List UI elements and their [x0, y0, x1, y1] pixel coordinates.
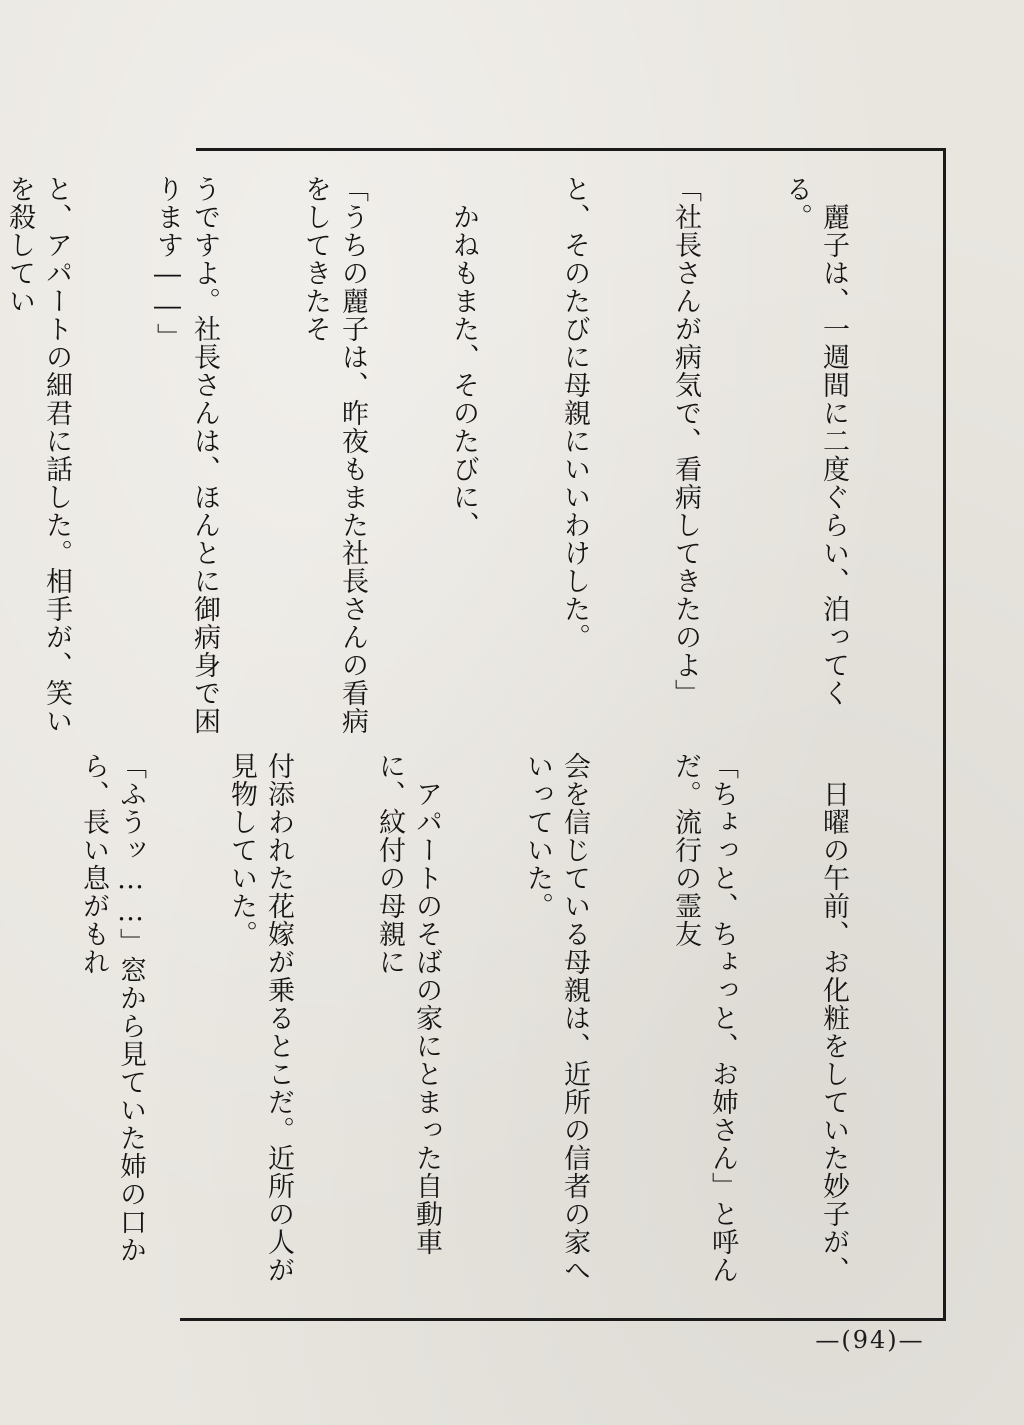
frame-rule-bottom	[180, 1318, 946, 1321]
text-line: 日曜の午前、お化粧をしていた妙子が、	[818, 752, 849, 1284]
text-line: 麗子は、一週間に二度ぐらい、泊ってくる。	[781, 175, 849, 707]
lower-text-block	[78, 752, 926, 1302]
upper-text-block	[4, 175, 926, 735]
text-line: と、そのたびに母親にいいわけした。	[559, 175, 590, 651]
text-line: と、アパートの細君に話した。相手が、笑いを殺してい	[4, 175, 72, 735]
text-line: 「ふうッ……」窓から見ていた姉の口から、長い息がもれ	[78, 752, 146, 1264]
text-line: かねもまた、そのたびに、	[448, 175, 479, 539]
text-line: 付添われた花嫁が乗るとこだ。近所の人が見物していた。	[226, 752, 294, 1284]
text-line: 「うちの麗子は、昨夜もまた社長さんの看病をしてきたそ	[300, 175, 368, 735]
frame-rule-right	[943, 148, 946, 1318]
page-number: —(94)—	[815, 1326, 925, 1354]
text-line: うですよ。社長さんは、ほんとに御病身で困ります――」	[152, 175, 220, 735]
text-line: アパートのそばの家にとまった自動車に、紋付の母親に	[374, 752, 442, 1256]
text-line: 「ちょっと、ちょっと、お姉さん」と呼んだ。流行の霊友	[670, 752, 738, 1284]
text-line	[0, 752, 1, 1302]
frame-rule-top	[196, 148, 946, 151]
text-line: 「社長さんが病気で、看病してきたのよ」	[670, 175, 701, 707]
text-line: 会を信じている母親は、近所の信者の家へいっていた。	[522, 752, 590, 1284]
